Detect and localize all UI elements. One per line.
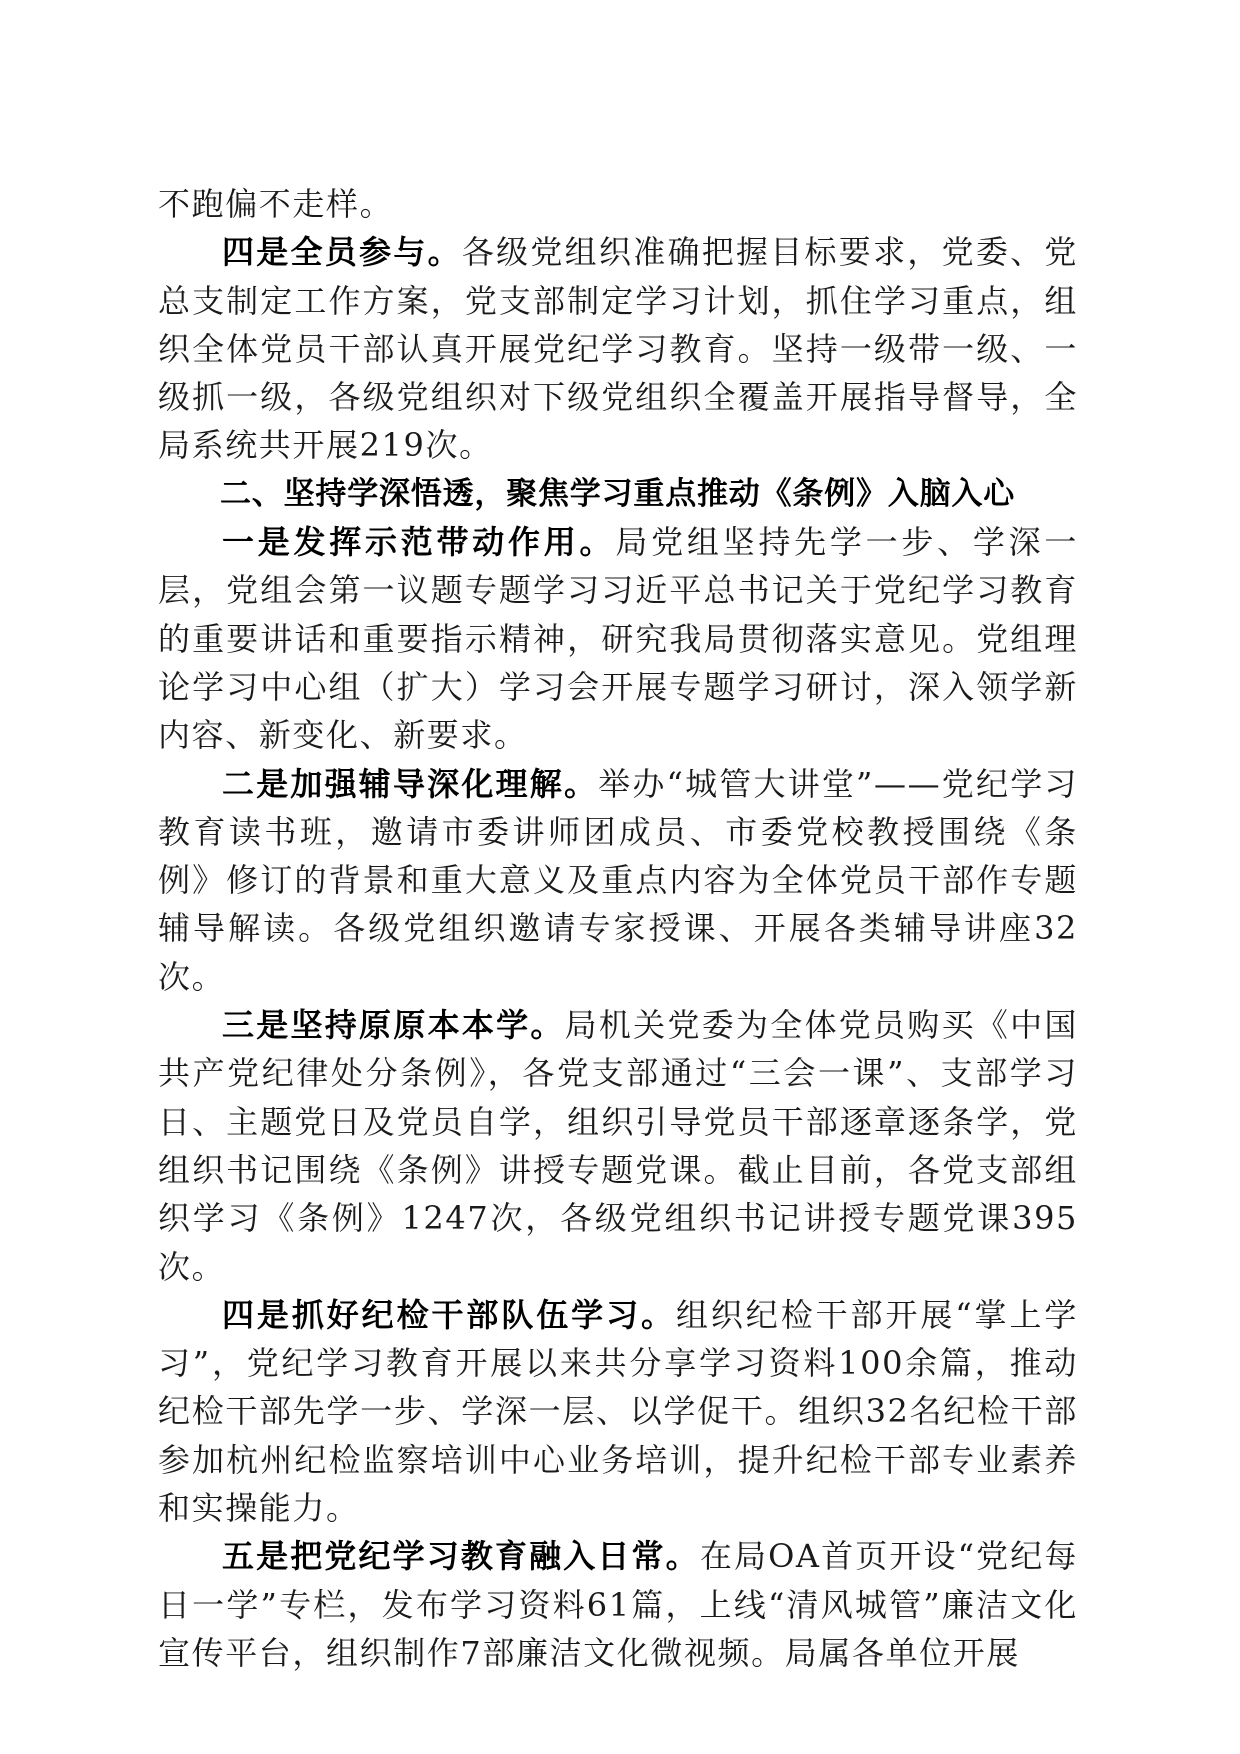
paragraph-original-study xyxy=(158,1001,1078,1291)
paragraph-text: 不跑偏不走样。 xyxy=(158,185,394,223)
paragraph-lead: 五是把党纪学习教育融入日常。 xyxy=(222,1537,700,1576)
document-page xyxy=(158,180,1078,1677)
paragraph-text: 在局OA首页开设“党纪每日一学”专栏，发布学习资料61篇，上线“清风城管”廉洁文化宣传平台，组织制作7部廉洁文化微视频。局属各单位开展 xyxy=(158,1537,1079,1672)
paragraph-text: 组织纪检干部开展“掌上学习”，党纪学习教育开展以来共分享学习资料100余篇，推动纪检干部先学一步、学深一层、以学促干。组织32名纪检干部参加杭州纪检监察培训中心业务培训，提升纪检干部专业素养和实操能力。 xyxy=(158,1295,1078,1528)
paragraph-text: 各级党组织准确把握目标要求，党委、党总支制定工作方案，党支部制定学习计划，抓住学习重点，组织全体党员干部认真开展党纪学习教育。坚持一级带一级、一级抓一级，各级党组织对下级党组织全覆盖开展指导督导，全局系统共开展219次。 xyxy=(158,233,1078,465)
paragraph-lead: 四是全员参与。 xyxy=(222,233,462,272)
section-heading: 二、坚持学深悟透，聚焦学习重点推动《条例》入脑入心 xyxy=(220,475,1015,512)
paragraph-guidance xyxy=(158,760,1078,1001)
paragraph-continuation xyxy=(158,180,1078,228)
paragraph-lead: 二是加强辅导深化理解。 xyxy=(222,764,599,803)
paragraph-daily-integration xyxy=(158,1532,1078,1677)
paragraph-text: 局党组坚持先学一步、学深一层，党组会第一议题专题学习习近平总书记关于党纪学习教育的重要讲话和重要指示精神，研究我局贯彻落实意见。党组理论学习中心组（扩大）学习会开展专题学习研讨，深入领学新内容、新变化、新要求。 xyxy=(158,523,1078,755)
paragraph-demonstration xyxy=(158,518,1078,759)
paragraph-full-participation xyxy=(158,228,1078,469)
paragraph-lead: 一是发挥示范带动作用。 xyxy=(222,523,616,562)
paragraph-text: 局机关党委为全体党员购买《中国共产党纪律处分条例》，各党支部通过“三会一课”、支部学习日、主题党日及党员自学，组织引导党员干部逐章逐条学，党组织书记围绕《条例》讲授专题党课。截止目前，各党支部组织学习《条例》1247次，各级党组织书记讲授专题党课395次。 xyxy=(158,1006,1078,1286)
paragraph-discipline-team xyxy=(158,1291,1078,1532)
paragraph-lead: 四是抓好纪检干部队伍学习。 xyxy=(222,1295,676,1334)
paragraph-text: 举办“城管大讲堂”——党纪学习教育读书班，邀请市委讲师团成员、市委党校教授围绕《条例》修订的背景和重大意义及重点内容为全体党员干部作专题辅导解读。各级党组织邀请专家授课、开展各类辅导讲座32次。 xyxy=(158,764,1078,996)
paragraph-lead: 三是坚持原原本本学。 xyxy=(222,1006,565,1045)
